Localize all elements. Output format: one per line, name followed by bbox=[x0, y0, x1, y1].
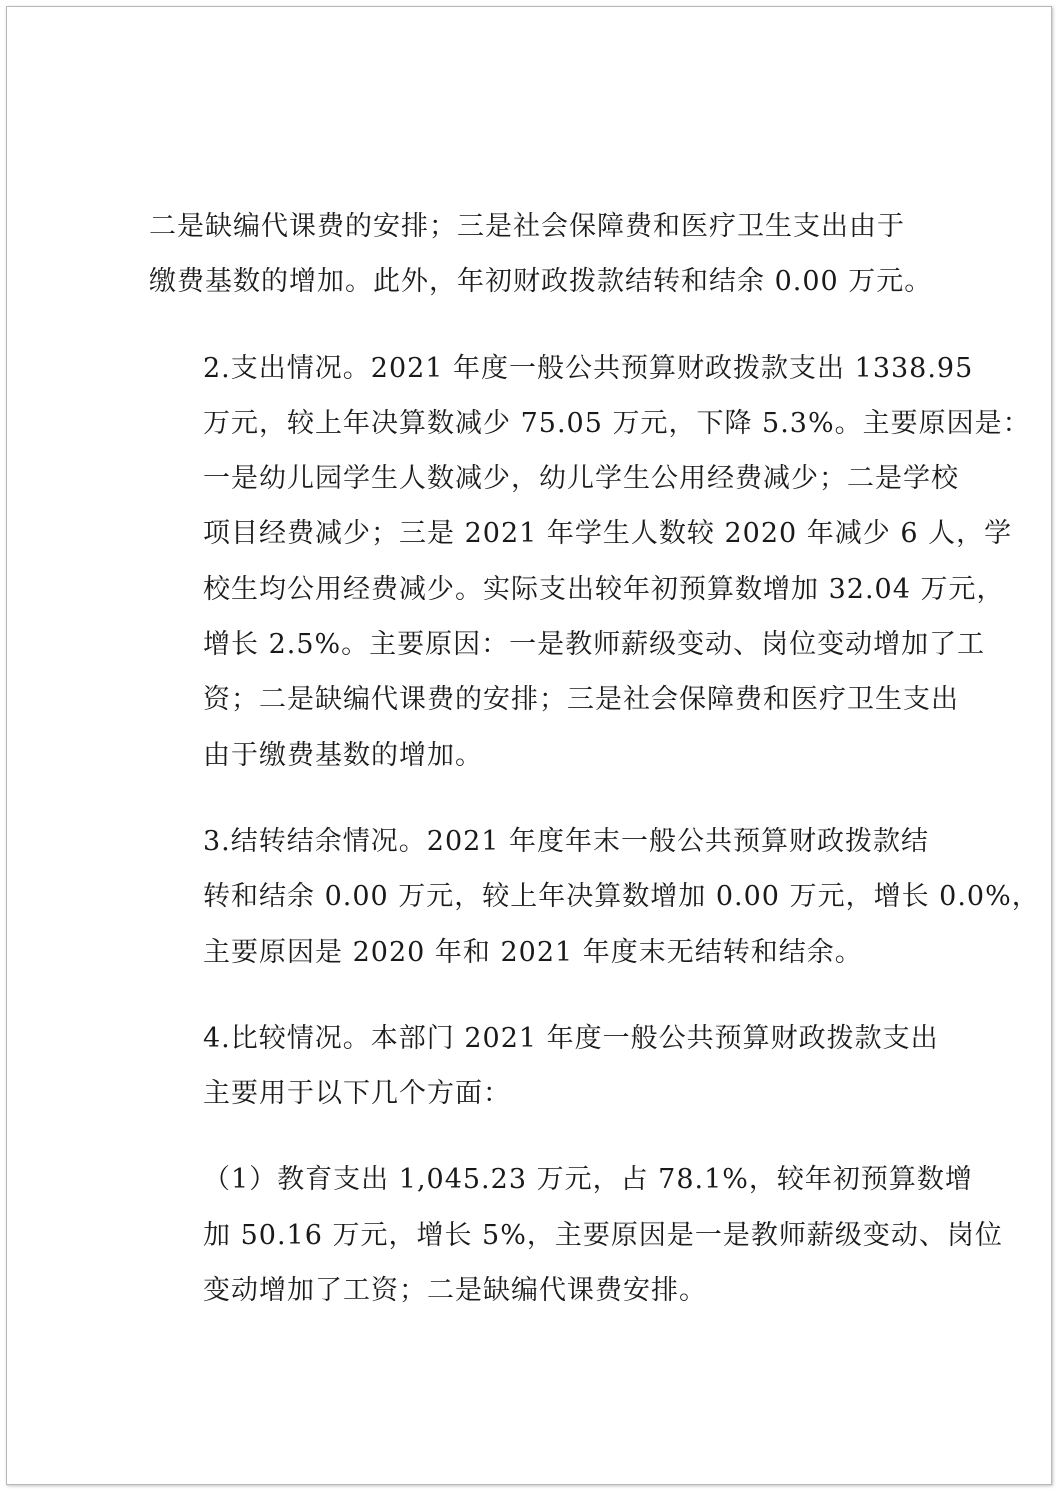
text-line: 二是缺编代课费的安排；三是社会保障费和医疗卫生支出由于 bbox=[149, 211, 905, 242]
text-line: 主要原因是 2020 年和 2021 年度末无结转和结余。 bbox=[203, 936, 863, 968]
text-line: 主要用于以下几个方面： bbox=[203, 1078, 511, 1110]
text-line: （1）教育支出 1,045.23 万元，占 78.1%，较年初预算数增 bbox=[203, 1164, 973, 1196]
text-line: 加 50.16 万元，增长 5%，主要原因是一是教师薪级变动、岗位 bbox=[203, 1219, 1003, 1251]
text-line: 转和结余 0.00 万元，较上年决算数增加 0.00 万元，增长 0.0%， bbox=[203, 881, 1040, 913]
text-line: 一是幼儿园学生人数减少，幼儿学生公用经费减少；二是学校 bbox=[203, 463, 959, 495]
text-line: 变动增加了工资；二是缺编代课费安排。 bbox=[203, 1275, 707, 1307]
text-line: 万元，较上年决算数减少 75.05 万元，下降 5.3%。主要原因是： bbox=[203, 407, 1031, 439]
paragraph-education-expenditure bbox=[149, 1152, 1003, 1318]
text-line: 资；二是缺编代课费的安排；三是社会保障费和医疗卫生支出 bbox=[203, 684, 959, 716]
paragraph-carryover bbox=[149, 199, 933, 310]
paragraph-carryover-balance bbox=[149, 814, 1040, 980]
text-line: 增长 2.5%。主要原因：一是教师薪级变动、岗位变动增加了工 bbox=[203, 629, 986, 661]
text-line: 4.比较情况。本部门 2021 年度一般公共预算财政拨款支出 bbox=[203, 1022, 939, 1054]
page-content bbox=[149, 199, 1040, 1349]
text-line: 3.结转结余情况。2021 年度年末一般公共预算财政拨款结 bbox=[203, 825, 930, 857]
text-line: 由于缴费基数的增加。 bbox=[203, 739, 483, 771]
paragraph-expenditure bbox=[149, 341, 1031, 783]
paragraph-comparison bbox=[149, 1011, 939, 1122]
text-line: 缴费基数的增加。此外，年初财政拨款结转和结余 0.00 万元。 bbox=[149, 266, 933, 298]
text-line: 2.支出情况。2021 年度一般公共预算财政拨款支出 1338.95 bbox=[203, 352, 974, 384]
document-page bbox=[6, 6, 1052, 1485]
text-line: 校生均公用经费减少。实际支出较年初预算数增加 32.04 万元， bbox=[203, 573, 1005, 605]
text-line: 项目经费减少；三是 2021 年学生人数较 2020 年减少 6 人，学 bbox=[203, 518, 1013, 550]
